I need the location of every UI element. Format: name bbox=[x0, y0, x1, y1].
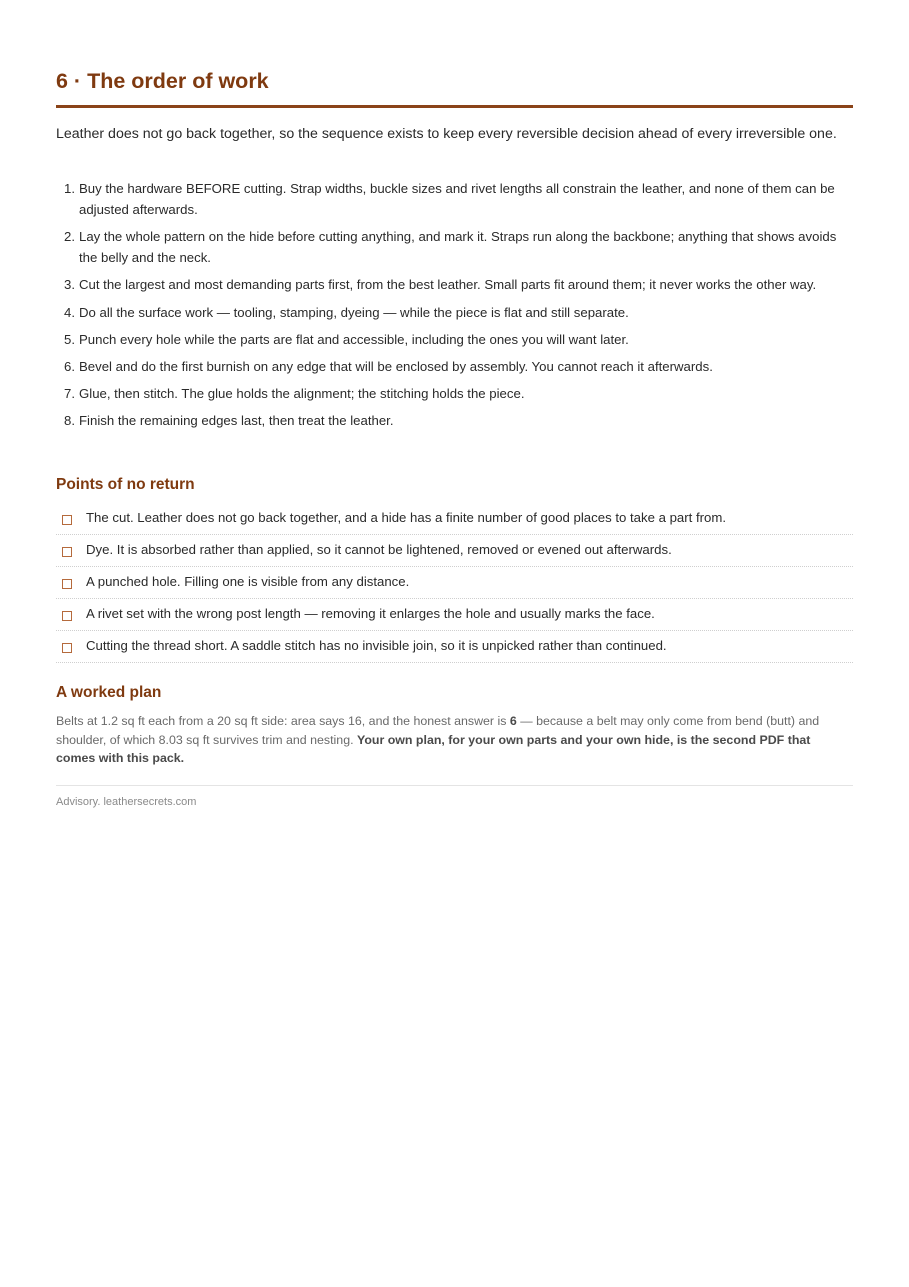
worked-plan-heading: A worked plan bbox=[56, 684, 162, 701]
step-number: 8. bbox=[64, 413, 75, 429]
checklist-item bbox=[56, 567, 853, 599]
step-number: 7. bbox=[64, 386, 75, 402]
checkbox-icon[interactable] bbox=[62, 643, 72, 653]
checklist-item-text: The cut. Leather does not go back together, and a hide has a finite number of good places to take a part from. bbox=[86, 510, 727, 525]
checklist-item bbox=[56, 503, 853, 535]
checklist-item bbox=[56, 599, 853, 631]
checkbox-icon[interactable] bbox=[62, 611, 72, 621]
steps-list bbox=[56, 178, 853, 438]
list-item bbox=[56, 329, 853, 350]
section-title: 6 · The order of work bbox=[56, 69, 269, 93]
checklist-item-text: A punched hole. Filling one is visible from any distance. bbox=[86, 574, 410, 589]
worked-plan-paragraph bbox=[56, 712, 853, 768]
step-text: Bevel and do the first burnish on any edge that will be enclosed by assembly. You cannot reach it afterwards. bbox=[79, 358, 713, 374]
step-text: Lay the whole pattern on the hide before cutting anything, and mark it. Straps run along the backbone; anything that shows avoids the belly and the neck. bbox=[79, 229, 837, 266]
checkbox-icon[interactable] bbox=[62, 579, 72, 589]
checkbox-icon[interactable] bbox=[62, 547, 72, 557]
worked-plan-text-continued: — because a belt may only come from bend (butt) and shoulder, of which 8.03 sq ft survives trim and nesting. bbox=[56, 714, 820, 747]
list-item bbox=[56, 178, 853, 220]
step-number: 6. bbox=[64, 358, 75, 374]
step-text: Glue, then stitch. The glue holds the alignment; the stitching holds the piece. bbox=[79, 386, 525, 402]
step-number: 3. bbox=[64, 277, 75, 293]
footer-divider bbox=[56, 785, 853, 786]
worked-plan-emphasis: Your own plan, for your own parts and your own hide, is the second PDF that comes with this pack. bbox=[56, 732, 811, 766]
list-item bbox=[56, 226, 853, 268]
step-number: 2. bbox=[64, 229, 75, 245]
list-item bbox=[56, 274, 853, 295]
step-text: Do all the surface work — tooling, stamping, dyeing — while the piece is flat and still separate. bbox=[79, 304, 629, 320]
step-text: Cut the largest and most demanding parts first, from the best leather. Small parts fit around them; it never works the other way. bbox=[79, 277, 817, 293]
step-text: Punch every hole while the parts are flat and accessible, including the ones you will want later. bbox=[79, 331, 629, 347]
checklist bbox=[56, 503, 853, 663]
step-text: Finish the remaining edges last, then treat the leather. bbox=[79, 413, 394, 429]
footer-text: Advisory. leathersecrets.com bbox=[56, 796, 197, 808]
list-item bbox=[56, 356, 853, 377]
list-item bbox=[56, 302, 853, 323]
list-item bbox=[56, 383, 853, 404]
points-of-no-return-heading: Points of no return bbox=[56, 476, 195, 493]
list-item bbox=[56, 410, 853, 431]
checklist-item bbox=[56, 631, 853, 663]
title-divider bbox=[56, 105, 853, 108]
worked-plan-text: Belts at 1.2 sq ft each from a 20 sq ft side: area says 16, and the honest answer is bbox=[56, 714, 510, 728]
checklist-item-text: Dye. It is absorbed rather than applied, so it cannot be lightened, removed or evened out afterwards. bbox=[86, 542, 672, 557]
step-number: 4. bbox=[64, 304, 75, 320]
step-number: 5. bbox=[64, 331, 75, 347]
intro-paragraph: Leather does not go back together, so the sequence exists to keep every reversible decision ahead of every irreversible one. bbox=[56, 126, 837, 142]
checklist-item-text: A rivet set with the wrong post length — removing it enlarges the hole and usually marks the face. bbox=[86, 606, 655, 621]
step-text: Buy the hardware BEFORE cutting. Strap widths, buckle sizes and rivet lengths all constrain the leather, and none of them can be adjusted afterwards. bbox=[79, 181, 835, 217]
checklist-item-text: Cutting the thread short. A saddle stitch has no invisible join, so it is unpicked rather than continued. bbox=[86, 638, 667, 653]
checklist-item bbox=[56, 535, 853, 567]
step-number: 1. bbox=[64, 181, 75, 196]
checkbox-icon[interactable] bbox=[62, 515, 72, 525]
worked-plan-answer: 6 bbox=[509, 714, 517, 728]
